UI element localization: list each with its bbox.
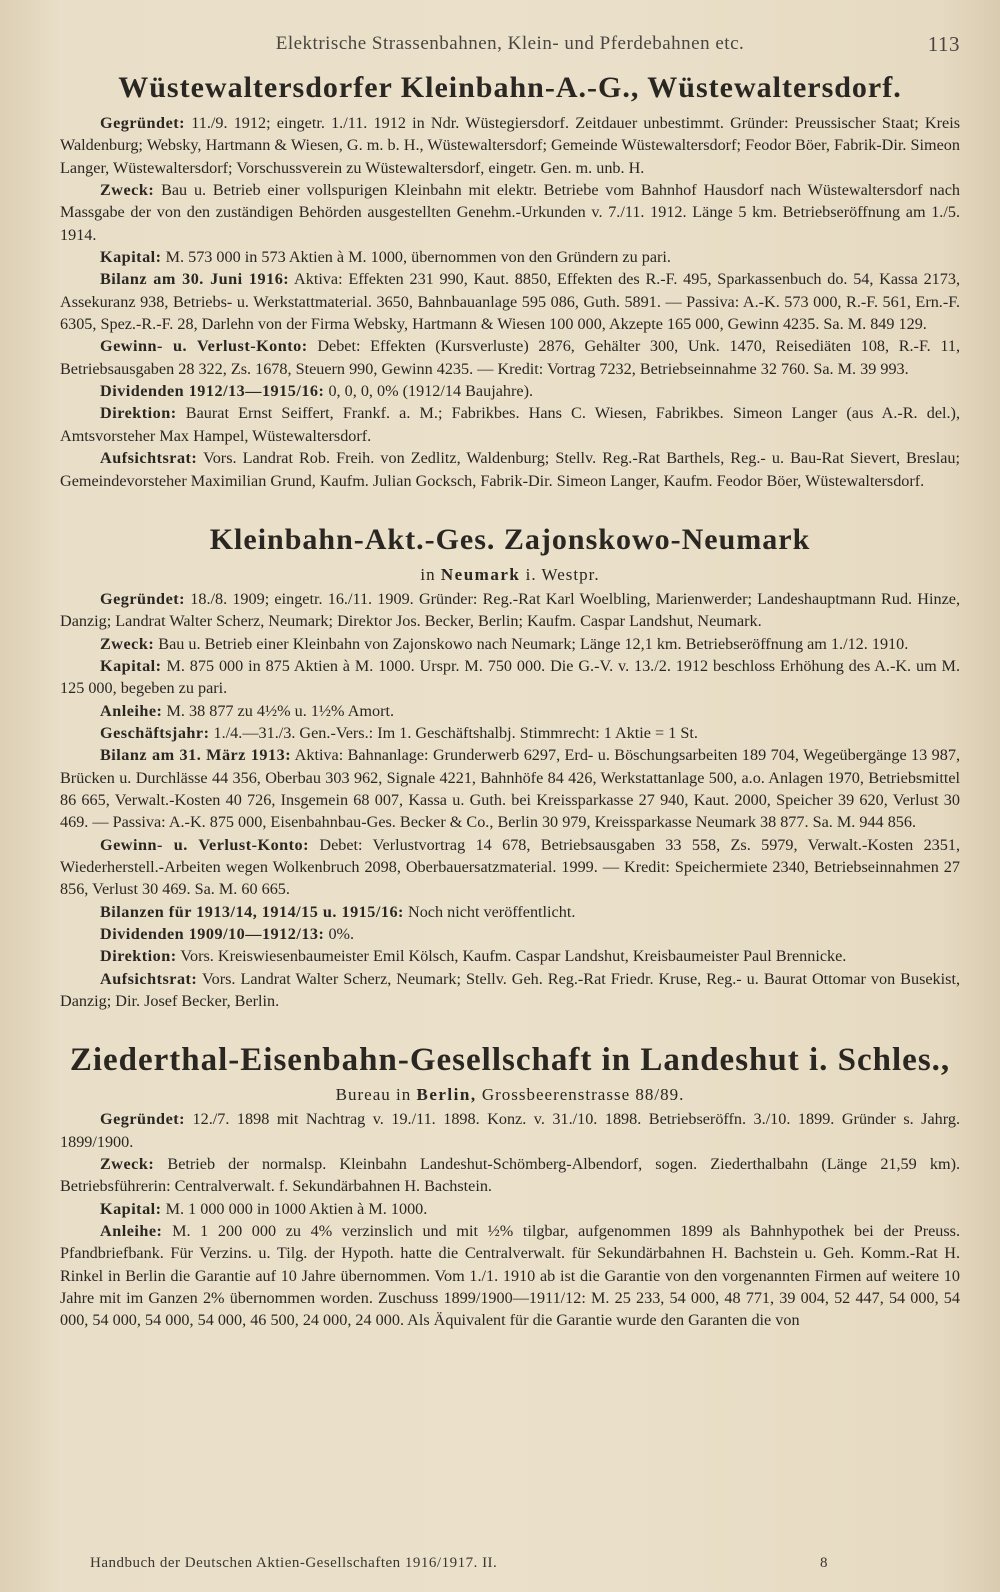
entry-text: Noch nicht veröffentlicht. — [408, 902, 576, 921]
entry-paragraph — [60, 335, 960, 380]
section-zajonskowo — [60, 522, 960, 1013]
entry-text: Bau u. Betrieb einer vollspurigen Kleinbahn mit elektr. Betriebe vom Bahnhof Hausdorf nach Wüstewaltersdorf nach Massgabe der von den zuständigen Behörden ausgestellten Genehm.-Urkunden v. 7./11. 1912. Länge 5 km. Betriebseröffnung am 1./5. 1914. — [60, 181, 960, 244]
entry-key: Gegründet: — [100, 1110, 186, 1129]
entry-paragraph — [60, 633, 960, 655]
section-body — [60, 588, 960, 1013]
entry-text: M. 573 000 in 573 Aktien à M. 1000, übernommen von den Gründern zu pari. — [165, 248, 671, 267]
entry-paragraph — [60, 655, 960, 700]
entry-key: Dividenden 1912/13—1915/16: — [100, 382, 325, 401]
entry-key: Aufsichtsrat: — [100, 449, 198, 468]
entry-key: Bilanz am 30. Juni 1916: — [100, 270, 290, 289]
page-number: 113 — [927, 32, 960, 56]
entry-paragraph — [60, 246, 960, 268]
company-title: Kleinbahn-Akt.-Ges. Zajonskowo-Neumark — [209, 522, 811, 556]
entry-paragraph — [60, 923, 960, 945]
section-wuestewaltersdorf — [60, 70, 960, 492]
section-body — [60, 112, 960, 492]
entry-paragraph — [60, 380, 960, 402]
entry-text: Debet: Effekten (Kursverluste) 2876, Gehälter 300, Unk. 1470, Reisediäten 108, R.-F. 11, Betriebsausgaben 28 322, Zs. 1678, Steuern 990, Gewinn 4235. — Kredit: Vortrag 7232, Betriebseinnahme 32 760. Sa. M. 39 993. — [60, 337, 960, 378]
entry-paragraph — [60, 1220, 960, 1332]
entry-paragraph — [60, 901, 960, 923]
entry-key: Direktion: — [100, 947, 177, 966]
entry-key: Geschäftsjahr: — [100, 723, 210, 742]
entry-text: 18./8. 1909; eingetr. 16./11. 1909. Gründer: Reg.-Rat Karl Woelbling, Marienwerder; Landeshauptmann Rud. Hinze, Danzig; Landrat Walter Scherz, Neumark; Direktor Jos. Becker, Berlin; Kaufm. Caspar Landshut, Neumark. — [60, 589, 960, 631]
subtitle-pre: Bureau in — [335, 1085, 417, 1105]
entry-key: Gewinn- u. Verlust-Konto: — [100, 835, 310, 854]
entry-text: Bau u. Betrieb einer Kleinbahn von Zajonskowo nach Neumark; Länge 12,1 km. Betriebseröffnung am 1./12. 1910. — [158, 634, 909, 653]
company-title: Wüstewaltersdorfer Kleinbahn-A.-G., Wüstewaltersdorf. — [118, 71, 902, 104]
entry-paragraph — [60, 588, 960, 633]
entry-key: Kapital: — [100, 1199, 162, 1218]
entry-key: Gegründet: — [100, 589, 186, 608]
entry-text: Aktiva: Effekten 231 990, Kaut. 8850, Effekten des R.-F. 495, Sparkassenbuch do. 54, Kassa 2173, Assekuranz 938, Betriebs- u. Werkstattmaterial. 3650, Bahnbauanlage 595 086, Guth. 5891. — Passiva: A.-K. 573 000, R.-F. 561, Ern.-F. 6305, Spez.-R.-F. 28, Darlehn von der Firma Websky, Hartmann & Wiesen 100 000, Akzepte 165 000, Gewinn 4235. Sa. M. 849 129. — [60, 270, 960, 334]
running-head — [60, 30, 960, 58]
entry-text: 12./7. 1898 mit Nachtrag v. 19./11. 1898. Konz. v. 31./10. 1898. Betriebseröffn. 3./10. 1899. Gründer s. Jahrg. 1899/1900. — [60, 1110, 960, 1151]
entry-key: Anleihe: — [100, 1222, 163, 1241]
section-divider — [60, 492, 960, 510]
subtitle-post: Grossbeerenstrasse 88/89. — [476, 1085, 685, 1105]
entry-paragraph — [60, 700, 960, 722]
company-subtitle — [60, 1084, 960, 1106]
entry-key: Dividenden 1909/10—1912/13: — [100, 925, 325, 943]
signature-mark: 8 — [820, 1555, 828, 1571]
entry-text: M. 38 877 zu 4½% u. 1½% Amort. — [166, 701, 395, 720]
entry-paragraph — [60, 1198, 960, 1220]
footer-text: Handbuch der Deutschen Aktien-Gesellschaften 1916/1917. II. — [90, 1555, 498, 1571]
entry-key: Kapital: — [100, 248, 162, 267]
entry-text: Vors. Landrat Rob. Freih. von Zedlitz, Waldenburg; Stellv. Reg.-Rat Barthels, Reg.- u. Bau-Rat Sievert, Breslau; Gemeindevorsteher Maximilian Grund, Kaufm. Julian Gocksch, Fabrik-Dir. Simeon Langer, Kaufm. Feodor Böer, Wüstewaltersdorf. — [60, 449, 960, 490]
entry-key: Zweck: — [100, 1155, 155, 1174]
entry-text: 11./9. 1912; eingetr. 1./11. 1912 in Ndr. Wüstegiersdorf. Zeitdauer unbestimmt. Gründer: Preussischer Staat; Kreis Waldenburg; Websky, Hartmann & Wiesen, G. m. b. H., Wüstewaltersdorf; Gemeinde Wüstewaltersdorf; Feodor Böer, Fabrik-Dir. Simeon Langer, Wüstewaltersdorf; Vorschussverein zu Wüstewaltersdorf, eingetr. Gen. m. unb. H. — [60, 114, 960, 177]
entry-paragraph — [60, 968, 960, 1013]
entry-key: Kapital: — [100, 656, 162, 675]
entry-key: Zweck: — [100, 634, 155, 653]
entry-text: Betrieb der normalsp. Kleinbahn Landeshut-Schömberg-Albendorf, sogen. Ziederthalbahn (Länge 21,59 km). Betriebsführerin: Centralverwalt. f. Sekundärbahnen H. Bachstein. — [60, 1155, 961, 1196]
entry-text: M. 875 000 in 875 Aktien à M. 1000. Urspr. M. 750 000. Die G.-V. v. 13./2. 1912 beschloss Erhöhung des A.-K. um M. 125 000, begeben zu pari. — [60, 656, 961, 698]
entry-key: Anleihe: — [100, 701, 163, 720]
entry-paragraph — [60, 112, 960, 179]
entry-paragraph — [60, 179, 960, 246]
entry-text: 0, 0, 0, 0% (1912/14 Baujahre). — [328, 382, 534, 401]
section-divider — [60, 1012, 960, 1030]
entry-text: Debet: Verlustvortrag 14 678, Betriebsausgaben 33 558, Zs. 5979, Verwalt.-Kosten 2351, Wiederherstell.-Arbeiten wegen Wolkenbruch 2098, Oberbauersatzmaterial. 1999. — Kredit: Speichermiete 2340, Betriebseinnahmen 27 856, Verlust 30 469. Sa. M. 60 665. — [60, 835, 961, 899]
entry-paragraph — [60, 1108, 960, 1153]
entry-text: 1./4.—31./3. Gen.-Vers.: Im 1. Geschäftshalbj. Stimmrecht: 1 Aktie = 1 St. — [213, 723, 698, 742]
entry-key: Gewinn- u. Verlust-Konto: — [100, 337, 308, 356]
entry-text: M. 1 000 000 in 1000 Aktien à M. 1000. — [165, 1199, 428, 1218]
entry-text: Baurat Ernst Seiffert, Frankf. a. M.; Fabrikbes. Hans C. Wiesen, Fabrikbes. Simeon Langer (aus A.-R. del.), Amtsvorsteher Max Hampel, Wüstewaltersdorf. — [60, 404, 960, 445]
entry-key: Direktion: — [100, 404, 177, 423]
entry-paragraph — [60, 447, 960, 492]
entry-text: Vors. Kreiswiesenbaumeister Emil Kölsch, Kaufm. Caspar Landshut, Kreisbaumeister Paul Brennicke. — [180, 947, 847, 966]
entry-text: 0%. — [328, 925, 355, 943]
entry-text: Vors. Landrat Walter Scherz, Neumark; Stellv. Geh. Reg.-Rat Friedr. Kruse, Reg.- u. Baurat Ottomar von Busekist, Danzig; Dir. Josef Becker, Berlin. — [60, 969, 960, 1011]
subtitle-place: Berlin, — [416, 1085, 477, 1105]
entry-text: Aktiva: Bahnanlage: Grunderwerb 6297, Erd- u. Böschungsarbeiten 189 704, Wegeübergänge 13 987, Brücken u. Durchlässe 44 356, Oberbau 303 962, Signale 4221, Bahnhöfe 84 426, Werkstattanlage 500, a.o. Anlagen 1970, Betriebsmittel 86 665, Verwalt.-Kosten 40 726, Insgemein 68 007, Kassa u. Guth. bei Kreissparkasse 27 940, Kaut. 2000, Speicher 39 620, Verlust 30 469. — Passiva: A.-K. 875 000, Eisenbahnbau-Ges. Becker & Co., Berlin 30 979, Kreissparkasse Neumark 38 877. Sa. M. 944 856. — [60, 746, 960, 832]
subtitle-post: i. Westpr. — [520, 564, 600, 584]
entry-key: Bilanz am 31. März 1913: — [100, 746, 292, 765]
entry-key: Bilanzen für 1913/14, 1914/15 u. 1915/16: — [100, 902, 404, 921]
entry-key: Gegründet: — [100, 114, 186, 132]
company-subtitle — [60, 564, 960, 586]
entry-key: Aufsichtsrat: — [100, 969, 198, 988]
company-title: Ziederthal-Eisenbahn-Gesellschaft in Landeshut i. Schles., — [69, 1042, 951, 1079]
subtitle-place: Neumark — [440, 564, 521, 584]
subtitle-pre: in — [420, 564, 441, 584]
entry-paragraph — [60, 945, 960, 967]
entry-paragraph — [60, 1153, 960, 1198]
entry-key: Zweck: — [100, 181, 155, 200]
section-body — [60, 1108, 960, 1331]
entry-paragraph — [60, 722, 960, 744]
running-title: Elektrische Strassenbahnen, Klein- und Pferdebahnen etc. — [275, 33, 745, 54]
entry-paragraph — [60, 834, 960, 901]
section-ziederthal — [60, 1042, 960, 1331]
entry-text: M. 1 200 000 zu 4% verzinslich und mit ½% tilgbar, aufgenommen 1899 als Bahnhypothek bei der Preuss. Pfandbriefbank. Für Verzins. u. Tilg. der Hypoth. hatte die Centralverwalt. für Sekundärbahnen H. Bachstein u. Geh. Komm.-Rat H. Rinkel in Berlin die Garantie auf 10 Jahre übernommen. Vom 1./1. 1910 ab ist die Garantie von den vorgenannten Firmen auf weitere 10 Jahre mit im Ganzen 2% übernommen worden. Zuschuss 1899/1900—1911/12: M. 25 233, 54 000, 48 771, 39 004, 52 447, 54 000, 54 000, 54 000, 54 000, 54 000, 46 500, 24 000, 24 000. Als Äquivalent für die Garantie wurde den Garanten die von — [60, 1222, 961, 1330]
entry-paragraph — [60, 744, 960, 833]
entry-paragraph — [60, 268, 960, 335]
entry-paragraph — [60, 402, 960, 447]
page-footer — [90, 1555, 960, 1572]
